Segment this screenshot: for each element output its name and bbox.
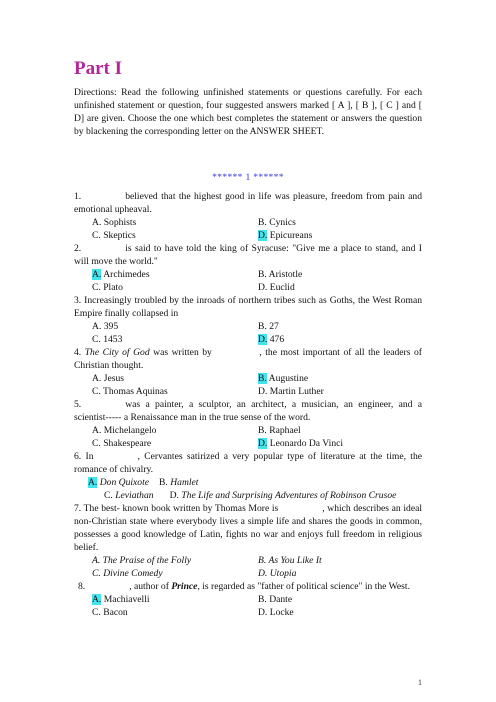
question-number: 1. — [74, 191, 82, 202]
question-5: 5. was a painter, a sculptor, an architect, a musician, an engineer, and a scientist----- a Renaissance man in the true sense of the word. A. Michelangelo B. Raphael C. Shakespeare D. Leonardo Da Vinci — [74, 399, 422, 449]
document-page — [74, 58, 422, 619]
question-stem: was a painter, a sculptor, an architect, a musician, an engineer, and a scientist----- a Renaissance man in the true sense of the word. — [74, 399, 422, 423]
option-a: A. The Praise of the Folly — [92, 555, 192, 566]
highlighted-option-letter: D. — [258, 334, 268, 345]
question-number: 3. — [74, 295, 82, 306]
option-b: B. Raphael — [258, 425, 301, 436]
option-b: B. Aristotle — [258, 269, 303, 280]
highlighted-option-letter: D. — [258, 230, 268, 241]
option-c: C. Bacon — [92, 607, 128, 618]
option-c: C. Thomas Aquinas — [92, 386, 168, 397]
question-stem: is said to have told the king of Syracuse: "Give me a place to stand, and I will move the world." — [74, 243, 422, 267]
highlighted-option-letter: A. — [92, 269, 102, 280]
question-stem: , which describes an ideal non-Christian state where everybody lives a simple life and shares the goods in common, possesses a good knowledge of Latin, fights no war and enjoys full freedom in religious belief. — [74, 503, 422, 553]
question-stem: , Cervantes satirized a very popular type of literature at the time, the romance of chivalry. — [74, 451, 422, 475]
option-c: C. Divine Comedy — [92, 568, 163, 579]
question-7: 7. The best- known book written by Thomas More is , which describes an ideal non-Christian state where everybody lives a simple life and shares the goods in common, possesses a good knowledge of Latin, fights no war and enjoys full freedom in religious belief. A. The Praise of the Folly B. As You Like It C. Divine Comedy D. Utopia — [74, 503, 422, 579]
question-number: 5. — [74, 399, 82, 410]
question-1: 1. believed that the highest good in life was pleasure, freedom from pain and emotional upheaval. A. Sophists B. Cynics C. Skeptics D. Epicureans — [74, 191, 422, 241]
option-a: A. Jesus — [92, 373, 124, 384]
part-title: Part I — [74, 58, 123, 79]
option-a: A. Michelangelo — [92, 425, 157, 436]
page-number: 1 — [418, 678, 422, 687]
option-c: C. Skeptics — [92, 230, 136, 241]
highlighted-option-letter: A. — [92, 594, 102, 605]
option-b: B. Dante — [258, 594, 293, 605]
question-4: 4. The City of God was written by , the most important of all the leaders of Christian thought. A. Jesus B. Augustine C. Thomas Aquinas D. Martin Luther — [74, 347, 422, 397]
directions-paragraph: Directions: Read the following unfinished statements or questions carefully. For each unfinished statement or question, four suggested answers marked [ A ], [ B ], [ C ] and [ D] are given. Choose the one which best completes the statement or answers the question by blackening the corresponding letter on the ANSWER SHEET. — [74, 87, 422, 137]
option-d: D. Locke — [258, 607, 294, 618]
question-number: 6. — [74, 451, 82, 462]
question-number: 7. — [74, 503, 82, 514]
question-6: 6. In , Cervantes satirized a very popular type of literature at the time, the romance of chivalry. A. Don Quixote B. Hamlet C. Leviathan D. The Life and Surprising Adventures of Robinson Crusoe — [74, 451, 422, 501]
question-number: 4. — [74, 347, 82, 358]
option-d: D. Martin Luther — [258, 386, 324, 397]
question-number: 2. — [74, 243, 82, 254]
section-marker: ****** 1 ****** — [212, 172, 284, 183]
question-stem: Increasingly troubled by the inroads of northern tribes such as Goths, the West Roman Empire finally collapsed in — [74, 295, 423, 319]
question-number: 8. — [78, 581, 86, 592]
highlighted-option-letter: D. — [258, 438, 268, 449]
book-title: The City of God — [84, 347, 150, 358]
highlighted-option-letter: A. — [88, 477, 98, 488]
option-b: B. 27 — [258, 321, 279, 332]
option-b: B. Cynics — [258, 217, 296, 228]
question-stem: , is regarded as "father of political science" in the West. — [197, 581, 410, 592]
question-stem: , the most important of all the leaders of Christian thought. — [74, 347, 422, 371]
option-a: A. 395 — [92, 321, 119, 332]
option-d: D. Utopia — [258, 568, 297, 579]
question-2: 2. is said to have told the king of Syracuse: "Give me a place to stand, and I will move the world." A. Archimedes B. Aristotle C. Plato D. Euclid — [74, 243, 422, 293]
question-8: 8. , author of Prince, is regarded as "father of political science" in the West. A. Machiavelli B. Dante C. Bacon D. Locke — [74, 580, 422, 619]
option-c: C. Plato — [92, 282, 123, 293]
highlighted-option-letter: B. — [258, 373, 267, 384]
option-c: C. 1453 — [92, 334, 123, 345]
question-stem: believed that the highest good in life was pleasure, freedom from pain and emotional upheaval. — [74, 191, 422, 215]
option-d: D. Euclid — [258, 282, 295, 293]
question-3: 3. Increasingly troubled by the inroads of northern tribes such as Goths, the West Roman Empire finally collapsed in A. 395 B. 27 C. 1453 D. 476 — [74, 295, 423, 345]
option-c: C. Shakespeare — [92, 438, 152, 449]
option-b: B. As You Like It — [258, 555, 322, 566]
book-title: Prince — [171, 581, 198, 592]
option-a: A. Sophists — [92, 217, 137, 228]
